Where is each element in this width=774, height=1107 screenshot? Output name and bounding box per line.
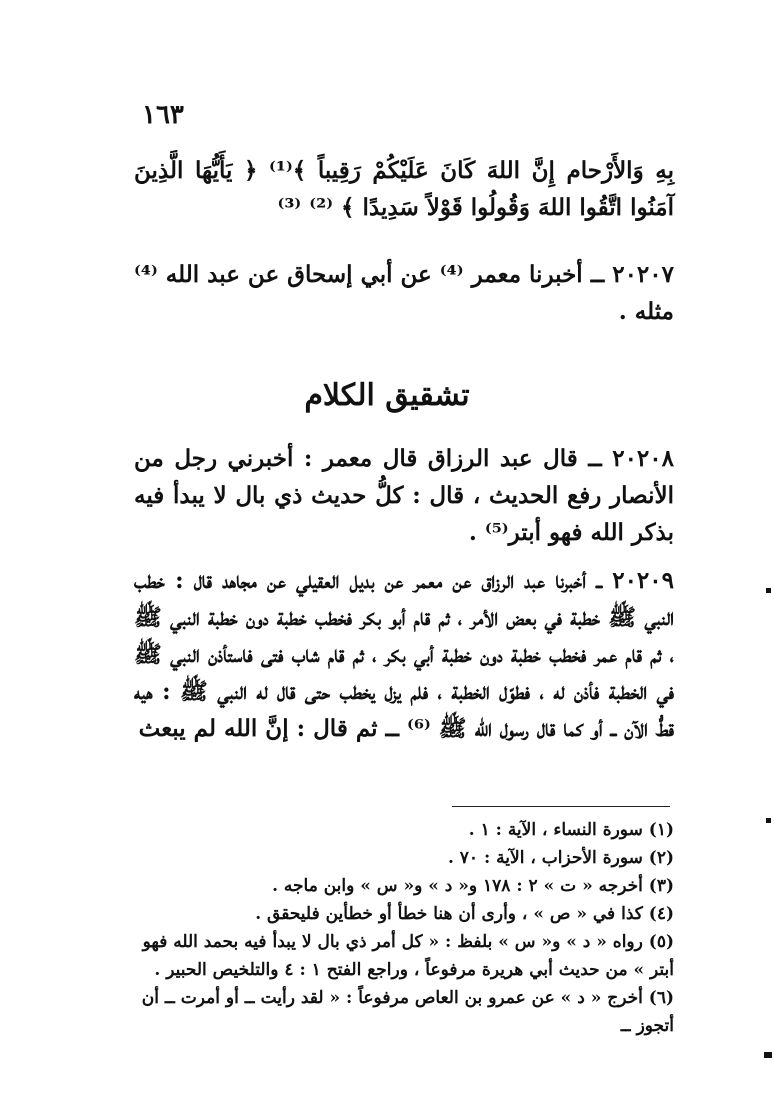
hadith-20208: ٢٠٢٠٨ ــ قال عبد الرزاق قال معمر : أخبرني رجل من الأنصار رفع الحديث ، قال : كلُّ حديث ذي بال لا يبدأ فيه بذكر الله فهو أبتر⁽⁵⁾ .: [134, 445, 674, 546]
footnote-4: (٤) كذا في « ص » ، وأرى أن هنا خطأ أو خطأين فليحقق .: [255, 904, 674, 924]
footnote-6: (٦) أخرج « د » عن عمرو بن العاص مرفوعاً : « لقد رأيت ــ أو أمرت ــ أن أتجوز ــ: [141, 988, 674, 1036]
scan-mark: [764, 1052, 772, 1058]
page-number: ١٦٣: [142, 100, 184, 130]
hadith-20209: ٢٠٢٠٩ ــ أخبرنا عبد الرزاق عن معمر عن بديل العقيلي عن مجاهد قال : خطب النبي ﷺ خطبة في بعض الأمر ، ثم قام أبو بكر فخطب خطبة دون خطبة النبي ﷺ ، ثم قام عمر فخطب خطبة دون خطبة أبي بكر ، ثم قام شاب فتى فاستأذن النبي ﷺ في الخطبة فأذن له ، فطوّل الخطبة ، فلم يزل يخطب حتى قال له النبي ﷺ : هيه قطُّ الآن ــ أو كما قال رسول الله ﷺ ⁽⁶⁾ ــ ثم قال : إنَّ الله لم يبعث: [134, 567, 674, 742]
footnote-1: (١) سورة النساء ، الآية : ١ .: [468, 820, 674, 840]
footnote-divider: [452, 806, 670, 807]
section-heading: تشقيق الكلام: [304, 378, 470, 413]
hadith-20207: ٢٠٢٠٧ ــ أخبرنا معمر ⁽⁴⁾ عن أبي إسحاق عن عبد الله ⁽⁴⁾ مثله .: [134, 261, 674, 325]
footnote-2: (٢) سورة الأحزاب ، الآية : ٧٠ .: [447, 848, 674, 868]
quran-verse-text: بِهِ وَالأَرْحام إِنَّ اللهَ كَانَ عَلَيْكُمْ رَقِيباً ﴾⁽¹⁾ ﴿ يَأَيُّهَا الَّذِينَ آمَنُوا اتَّقُوا اللهَ وَقُولُوا قَوْلاً سَدِيدًا ﴾ ⁽²⁾ ⁽³⁾: [134, 157, 674, 221]
footnote-3: (٣) أخرجه « ت » ٢ : ١٧٨ و« د » و« س » وابن ماجه .: [272, 876, 674, 896]
footnote-5: (٥) رواه « د » و« س » بلفظ : « كل أمر ذي بال لا يبدأ فيه بحمد الله فهو أبتر » من حديث أبي هريرة مرفوعاً ، وراجع الفتح ١ : ٤ والتلخيص الحبير .: [142, 932, 674, 980]
scan-mark: [766, 818, 771, 823]
scan-mark: [766, 588, 771, 593]
